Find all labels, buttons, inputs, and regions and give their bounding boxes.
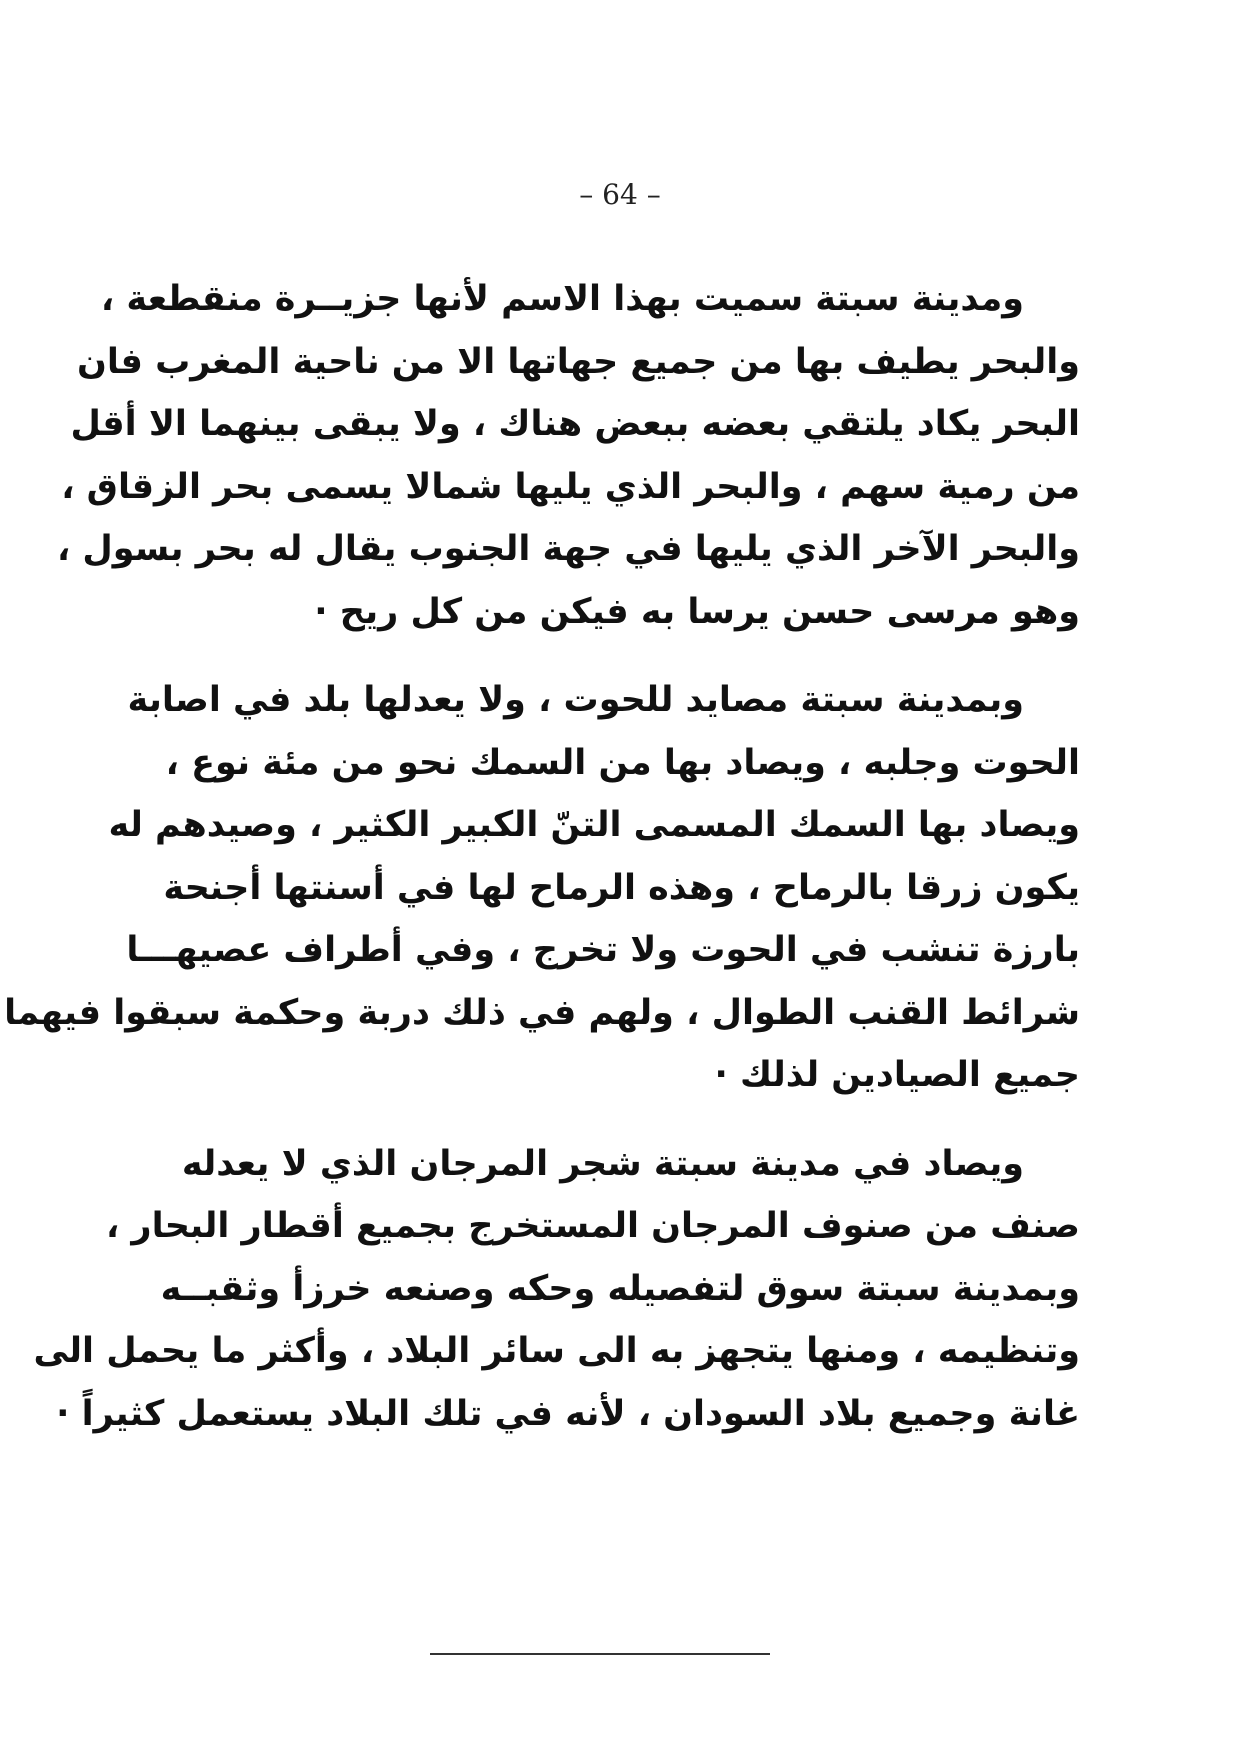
text-line: وهو مرسى حسن يرسا به فيكن من كل ريح · [314,591,1080,632]
text-line: البحر يكاد يلتقي بعضه ببعض هناك ، ولا يبقى بينهما الا أقل [70,404,1080,444]
text-line: وتنظيمه ، ومنها يتجهز به الى سائر البلاد ، وأكثر ما يحمل الى [33,1331,1080,1371]
page-number: – 64 – [579,178,661,211]
text-line: ويصاد في مدينة سبتة شجر المرجان الذي لا يعدله [181,1143,1024,1184]
paragraph-2 [4,669,1080,1107]
paragraph-3 [33,1133,1080,1446]
paragraph-1 [56,268,1080,643]
footer-rule [430,1653,770,1655]
text-line: وبمدينة سبتة سوق لتفصيله وحكه وصنعه خرزأ وثقبــه [160,1268,1080,1309]
text-line: غانة وجميع بلاد السودان ، لأنه في تلك البلاد يستعمل كثيراً · [56,1393,1080,1434]
text-line: ويصاد بها السمك المسمى التنّ الكبير الكثير ، وصيدهم له [108,805,1080,845]
text-line: وبمدينة سبتة مصايد للحوت ، ولا يعدلها بلد في اصابة [127,680,1024,720]
text-line: والبحر يطيف بها من جميع جهاتها الا من ناحية المغرب فان [76,341,1080,382]
text-line: بارزة تنشب في الحوت ولا تخرج ، وفي أطراف عصيهـــا [126,930,1080,970]
text-line: شرائط القنب الطوال ، ولهم في ذلك دربة وحكمة سبقوا فيهما [4,992,1080,1033]
text-line: الحوت وجلبه ، ويصاد بها من السمك نحو من مئة نوع ، [165,742,1080,783]
body-text [4,268,1080,1471]
text-line: صنف من صنوف المرجان المستخرج بجميع أقطار البحار ، [105,1206,1080,1246]
text-line: يكون زرقا بالرماح ، وهذه الرماح لها في أسنتها أجنحة [163,867,1080,908]
text-line: من رمية سهم ، والبحر الذي يليها شمالا يسمى بحر الزقاق ، [61,466,1080,507]
text-line: جميع الصيادين لذلك · [714,1055,1080,1095]
text-line: ومدينة سبتة سميت بهذا الاسم لأنها جزيــرة منقطعة ، [100,279,1024,319]
text-line: والبحر الآخر الذي يليها في جهة الجنوب يقال له بحر بسول ، [56,529,1080,569]
